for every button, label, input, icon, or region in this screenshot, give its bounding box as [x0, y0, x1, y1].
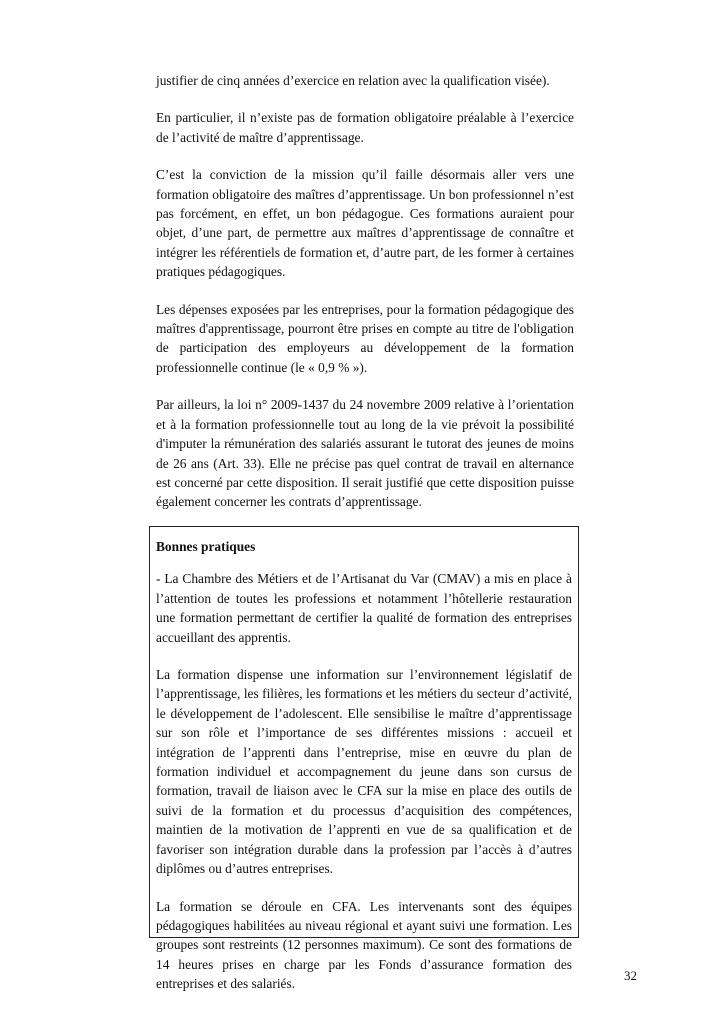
paragraph-no-mandatory-training: En particulier, il n’existe pas de formation obligatoire préalable à l’exercice de l’activité de maître d’apprentissage.: [156, 110, 574, 145]
paragraph-expenses: Les dépenses exposées par les entreprises, pour la formation pédagogique des maîtres d'apprentissage, pourront être prises en compte au titre de l'obligation de participation des employeurs au développement de la formation professionnelle continue (le « 0,9 % »).: [156, 301, 574, 375]
paragraph-qualification: justifier de cinq années d’exercice en relation avec la qualification visée).: [156, 73, 550, 88]
box-paragraph-training-content: La formation dispense une information sur l’environnement législatif de l’apprentissage, les filières, les formations et les métiers du secteur d’activité, le développement de l’adolescent. Elle sensibilise le maître d’apprentissage sur son rôle et l’importance de ses différentes missions : accueil et intégration de l’apprenti dans l’entreprise, mise en œuvre du plan de formation individuel et accompagnement du jeune dans son cursus de formation, travail de liaison avec le CFA sur la mise en place des outils de suivi de la formation et du processus d’acquisition des compétences, maintien de la motivation de l’apprenti en vue de sa qualification et de favoriser son intégration durable dans la profession par l’accès à d’autres diplômes ou d’autres entreprises.: [156, 667, 572, 877]
page-number: 32: [624, 968, 637, 983]
good-practices-box: [149, 526, 579, 992]
box-paragraph-cmav: - La Chambre des Métiers et de l’Artisanat du Var (CMAV) a mis en place à l’attention de toutes les professions et notamment l’hôtellerie restauration une formation permettant de certifier la qualité de formation des entreprises accueillant des apprentis.: [156, 571, 572, 645]
box-paragraph-cfa: La formation se déroule en CFA. Les intervenants sont des équipes pédagogiques habilitées au niveau régional et ayant suivi une formation. Les groupes sont restreints (12 personnes maximum). Ce sont des formations de 14 heures prises en charge par les Fonds d’assurance formation des entreprises et des salariés.: [156, 898, 572, 992]
box-title: Bonnes pratiques: [156, 539, 256, 554]
body-text: [156, 71, 574, 530]
paragraph-mission-conviction: C’est la conviction de la mission qu’il faille désormais aller vers une formation obligatoire des maîtres d’apprentissage. Un bon professionnel n’est pas forcément, en effet, un bon pédagogue. Ces formations auraient pour objet, d’une part, de permettre aux maîtres d’apprentissage de connaître et intégrer les référentiels de formation et, d’autre part, de les former à certaines pratiques pédagogiques.: [156, 167, 574, 280]
paragraph-law-2009: Par ailleurs, la loi n° 2009-1437 du 24 novembre 2009 relative à l’orientation et à la formation professionnelle tout au long de la vie prévoit la possibilité d'imputer la rémunération des salariés assurant le tutorat des jeunes de moins de 26 ans (Art. 33). Elle ne précise pas quel contrat de travail en alternance est concerné par cette disposition. Il serait justifié que cette disposition puisse également concerner les contrats d’apprentissage.: [156, 397, 574, 510]
